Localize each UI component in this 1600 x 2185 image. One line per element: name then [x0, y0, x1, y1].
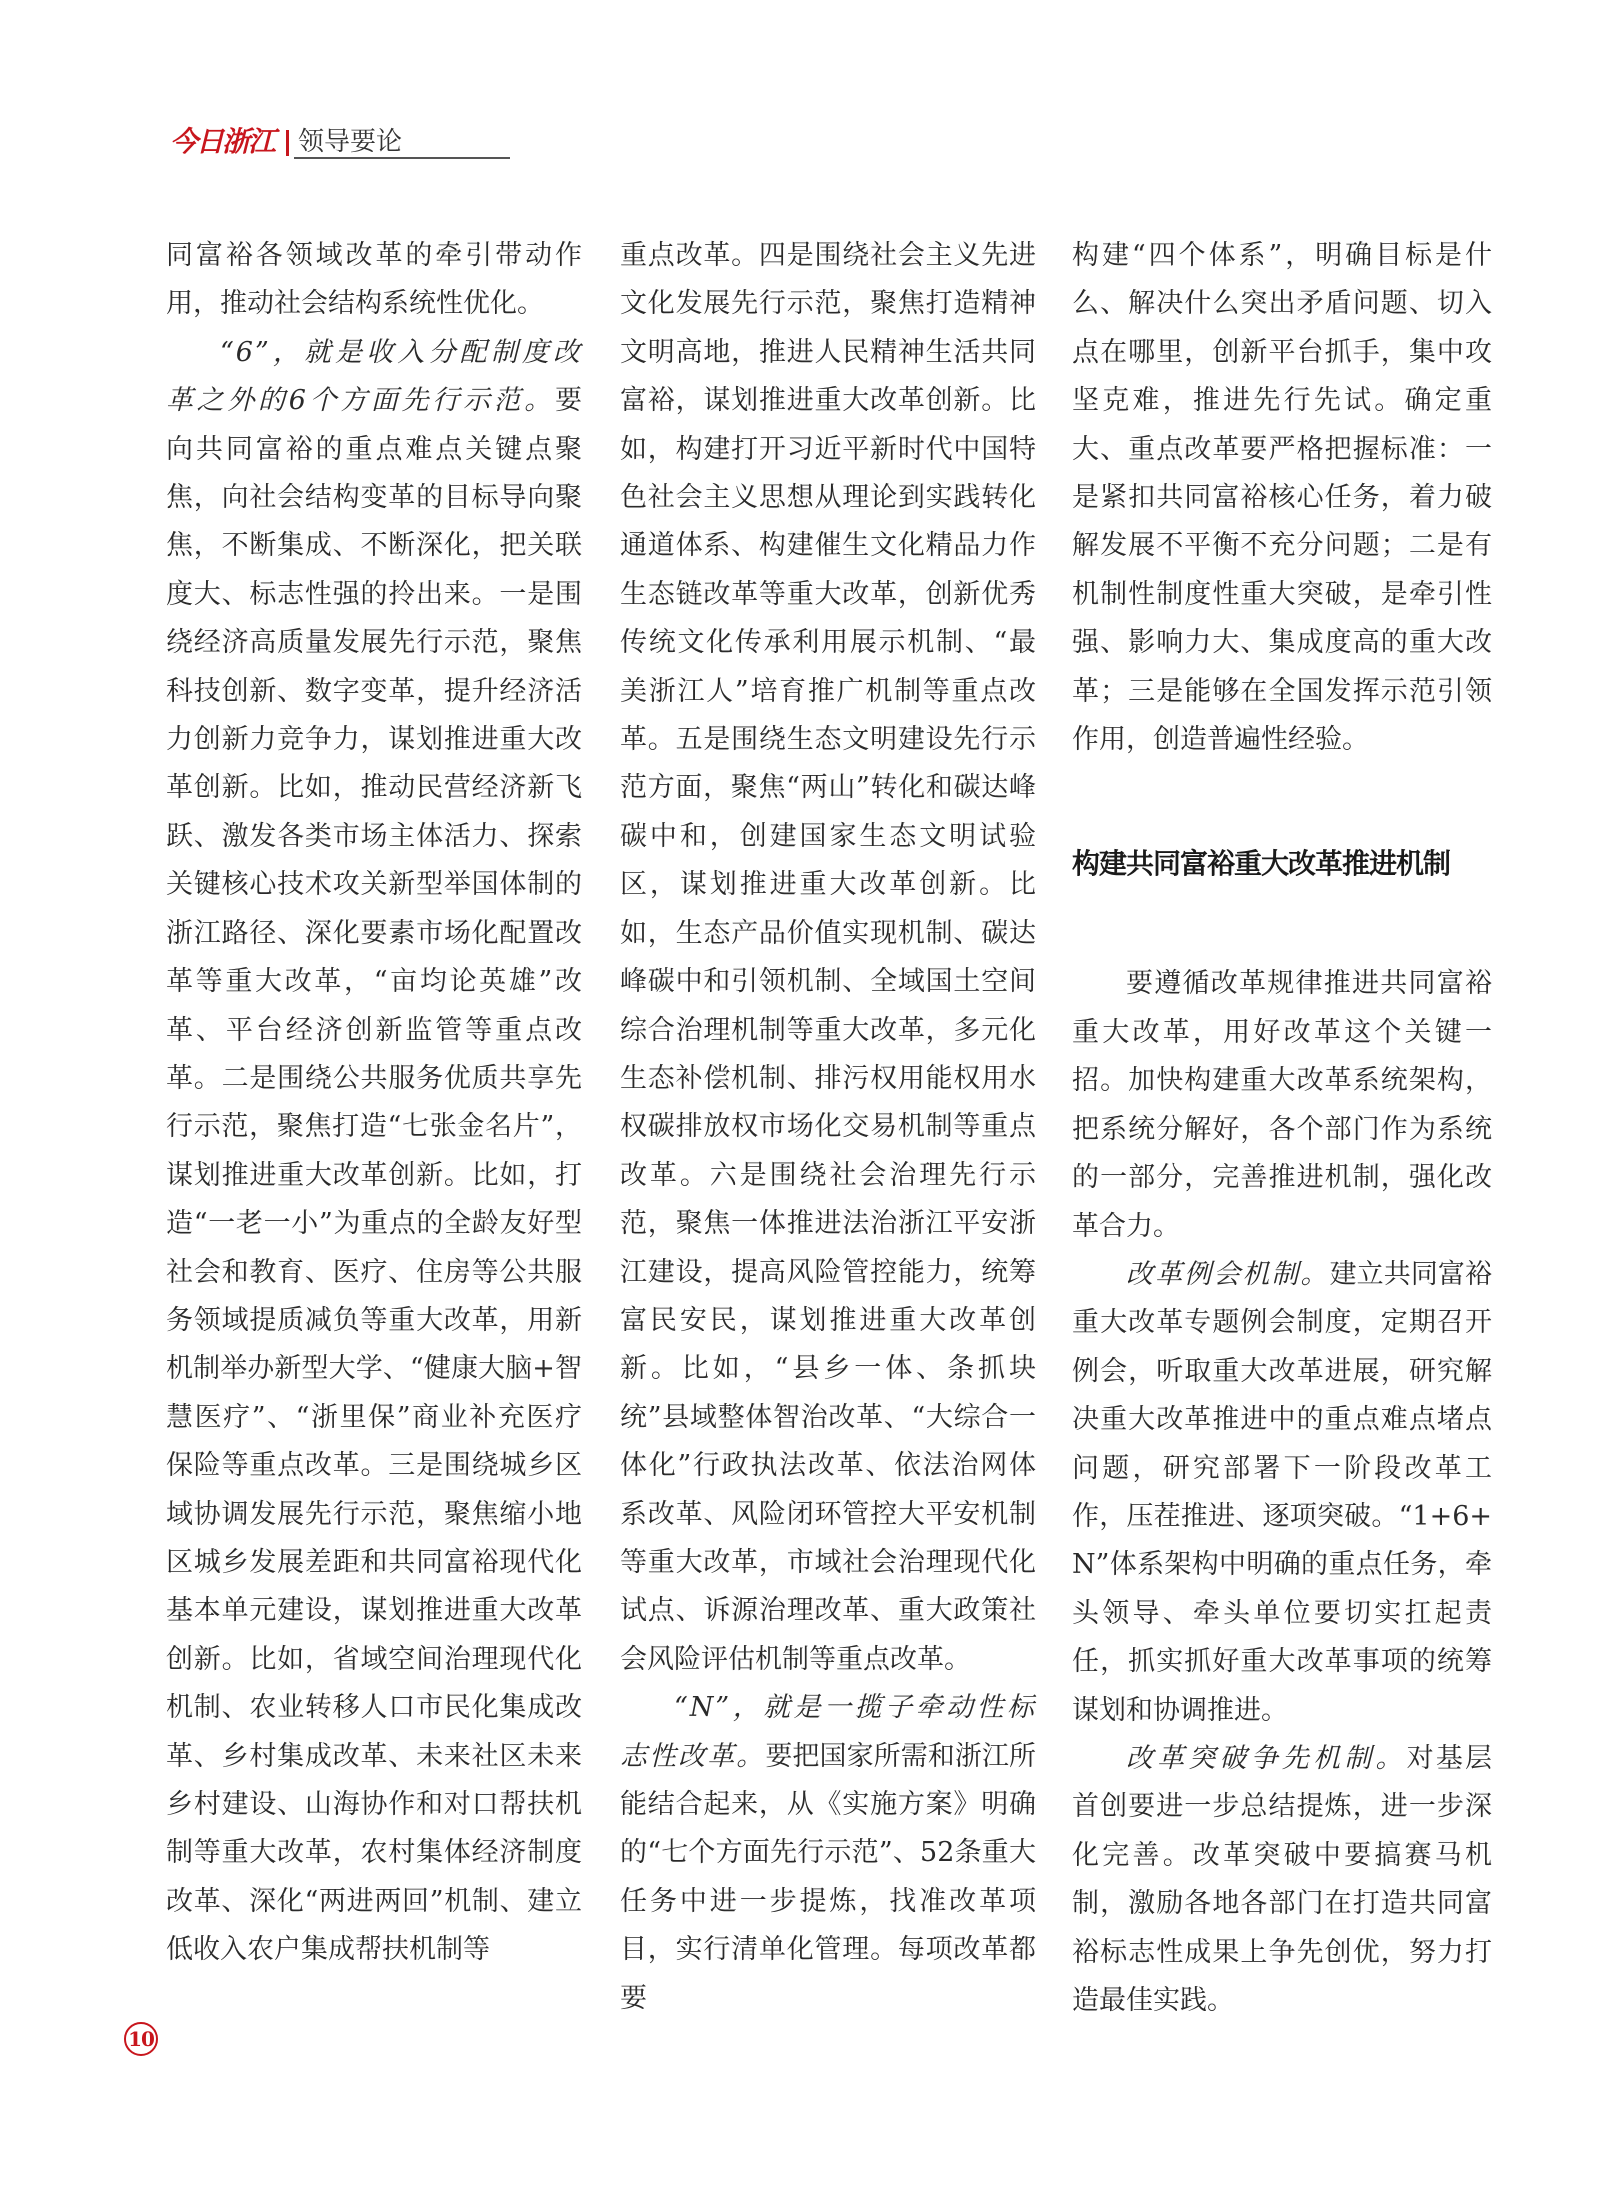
paragraph [1072, 1735, 1492, 2025]
article-column-1 [166, 232, 582, 1975]
article-column-3 [1072, 232, 1492, 2025]
paragraph: 重点改革。四是围绕社会主义先进文化发展先行示范，聚焦打造精神文明高地，推进人民精神生活共同富裕，谋划推进重大改革创新。比如，构建打开习近平新时代中国特色社会主义思想从理论到实践转化通道体系、构建催生文化精品力作生态链改革等重大改革，创新优秀传统文化传承利用展示机制、“最美浙江人”培育推广机制等重点改革。五是围绕生态文明建设先行示范方面，聚焦“两山”转化和碳达峰碳中和，创建国家生态文明试验区，谋划推进重大改革创新。比如，生态产品价值实现机制、碳达峰碳中和引领机制、全域国土空间综合治理机制等重大改革，多元化生态补偿机制、排污权用能权用水权碳排放权市场化交易机制等重点改革。六是围绕社会治理先行示范，聚焦一体推进法治浙江平安浙江建设，提高风险管控能力，统筹富民安民，谋划推进重大改革创新。比如，“县乡一体、条抓块统”县域整体智治改革、“大综合一体化”行政执法改革、依法治网体系改革、风险闭环管控大平安机制等重大改革，市域社会治理现代化试点、诉源治理改革、重大政策社会风险评估机制等重点改革。 [620, 240, 1036, 1675]
header-divider [286, 130, 289, 156]
paragraph-keyword: 改革突破争先机制。 [1126, 1742, 1407, 1774]
paragraph-body: 建立共同富裕重大改革专题例会制度，定期召开例会，听取重大改革进展，研究解决重大改革推进中的重点难点堵点问题，研究部署下一阶段改革工作，压茬推进、逐项突破。“1+6+N”体系架构中明确的重点任务，牵头领导、牵头单位要切实扛起责任，抓实抓好重大改革事项的统筹谋划和协调推进。 [1072, 1258, 1493, 1726]
header-underline [294, 157, 510, 159]
paragraph: 构建“四个体系”，明确目标是什么、解决什么突出矛盾问题、切入点在哪里，创新平台抓手，集中攻坚克难，推进先行先试。确定重大、重点改革要严格把握标准：一是紧扣共同富裕核心任务，着力破解发展不平衡不充分问题；二是有机制性制度性重大突破，是牵引性强、影响力大、集成度高的重大改革；三是能够在全国发挥示范引领作用，创造普遍性经验。 [1072, 240, 1492, 756]
section-heading: 构建共同富裕重大改革推进机制 [1072, 847, 1451, 881]
paragraph: 同富裕各领域改革的牵引带动作用，推动社会结构系统性优化。 [166, 240, 582, 320]
paragraph-keyword: “N”，就是一揽子牵动性标志性改革。 [620, 1692, 1036, 1772]
magazine-logo: 今日浙江 [170, 125, 275, 158]
paragraph [166, 329, 582, 1975]
paragraph-body: 要把国家所需和浙江所能结合起来，从《实施方案》明确的“七个方面先行示范”、52条重大任务中进一步提炼，找准改革项目，实行清单化管理。每项改革都要 [620, 1740, 1037, 2014]
paragraph-body: 对基层首创要进一步总结提炼，进一步深化完善。改革突破中要搞赛马机制，激励各地各部门在打造共同富裕标志性成果上争先创优，努力打造最佳实践。 [1072, 1742, 1493, 2016]
paragraph [620, 1684, 1036, 2023]
paragraph-keyword: “6”，就是收入分配制度改革之外的6个方面先行示范。 [166, 336, 582, 417]
paragraph [1072, 1251, 1492, 1735]
paragraph-body: 要向共同富裕的重点难点关键点聚焦，向社会结构变革的目标导向聚焦，不断集成、不断深化，把关联度大、标志性强的拎出来。一是围绕经济高质量发展先行示范，聚焦科技创新、数字变革，提升经济活力创新力竞争力，谋划推进重大改革创新。比如，推动民营经济新飞跃、激发各类市场主体活力、探索关键核心技术攻关新型举国体制的浙江路径、深化要素市场化配置改革等重大改革，“亩均论英雄”改革、平台经济创新监管等重点改革。二是围绕公共服务优质共享先行示范，聚焦打造“七张金名片”，谋划推进重大改革创新。比如，打造“一老一小”为重点的全龄友好型社会和教育、医疗、住房等公共服务领域提质减负等重大改革，用新机制举办新型大学、“健康大脑+智慧医疗”、“浙里保”商业补充医疗保险等重点改革。三是围绕城乡区域协调发展先行示范，聚焦缩小地区城乡发展差距和共同富裕现代化基本单元建设，谋划推进重大改革创新。比如，省域空间治理现代化机制、农业转移人口市民化集成改革、乡村集成改革、未来社区未来乡村建设、山海协作和对口帮扶机制等重大改革，农村集体经济制度改革、深化“两进两回”机制、建立低收入农户集成帮扶机制等 [166, 385, 582, 1966]
page-number: 10 [124, 2022, 158, 2056]
article-column-2 [620, 232, 1036, 2023]
paragraph-keyword: 改革例会机制。 [1126, 1258, 1330, 1290]
page-header [170, 124, 510, 160]
section-label: 领导要论 [298, 127, 403, 157]
paragraph: 要遵循改革规律推进共同富裕重大改革，用好改革这个关键一招。加快构建重大改革系统架构，把系统分解好，各个部门作为系统的一部分，完善推进机制，强化改革合力。 [1072, 968, 1492, 1242]
